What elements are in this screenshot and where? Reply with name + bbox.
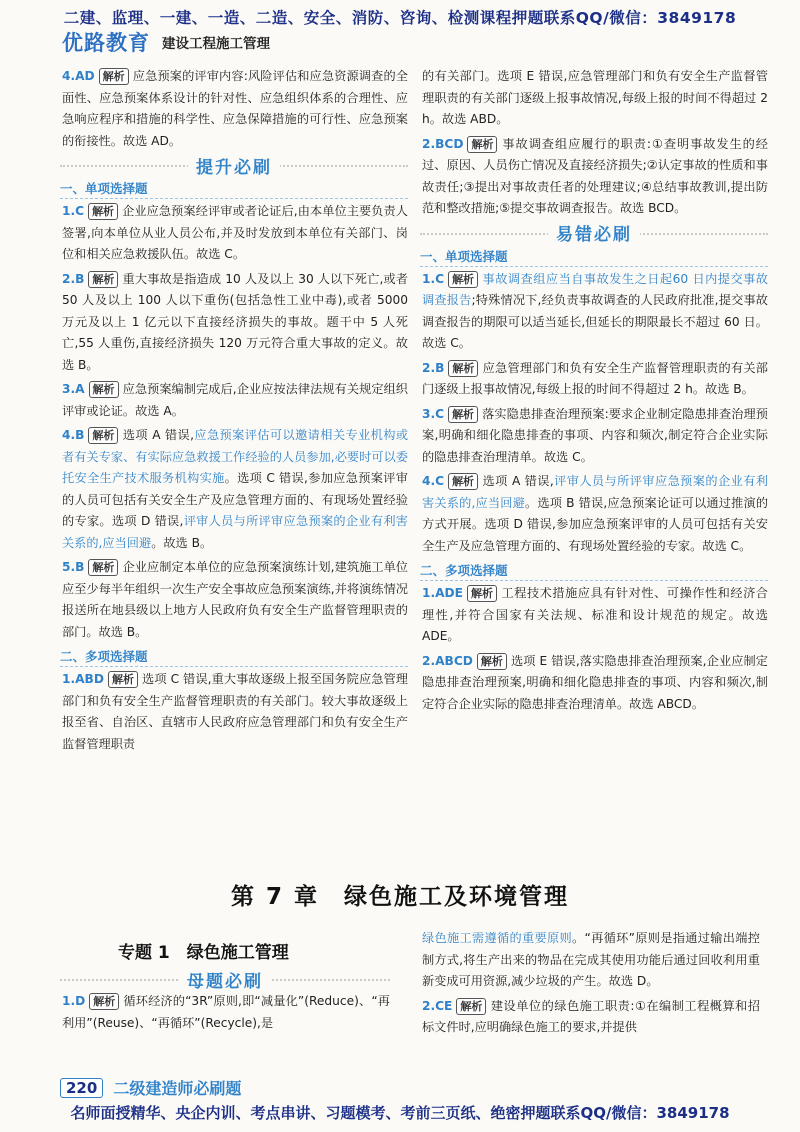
analysis-tag: 解析 <box>456 998 486 1015</box>
analysis-tag: 解析 <box>448 360 478 377</box>
answer-text: 。“再循环”原则是指通过输出端控制方式,将生产出来的物品在完成其使用功能后通过回收利用重新变成可用资源,减少垃圾的产生。故选 D。 <box>422 931 760 988</box>
book-title: 建设工程施工管理 <box>162 36 270 52</box>
answer-text: 重大事故是指造成 10 人及以上 30 人以下死亡,或者 50 人及以上 100 人以下重伤(包括急性工业中毒),或者 5000 万元及以上 1 亿元以下直接经济损失的事故。题干中 5 人死亡,55 人重伤,直接经济损失 120 万元符合重大事故的定义。故选 B。 <box>62 271 408 372</box>
answer-text: 企业应急预案经评审或者论证后,由本单位主要负责人签署,向本单位从业人员公布,并及时发放到本单位有关部门、岗位和相关应急救援队伍。故选 C。 <box>62 204 408 261</box>
page-footer <box>60 1076 241 1099</box>
answer-item <box>60 991 390 1034</box>
analysis-tag: 解析 <box>467 585 497 602</box>
answer-key: 1.C <box>62 204 85 218</box>
answer-item <box>420 583 768 648</box>
answer-item <box>420 269 768 355</box>
answer-text: 。选项 B 错误,应急预案论证可以通过推演的方式开展。选项 D 错误,参加应急预案评审的人员可包括有关安全生产及应急管理方面的、有现场处置经验的专家。故选 C。 <box>422 495 769 553</box>
section-title: 母题必刷 <box>179 967 271 992</box>
answer-item <box>60 669 408 755</box>
answer-key: 1.ADE <box>422 586 463 600</box>
question-type: 一、单项选择题 <box>60 179 408 199</box>
answer-item <box>420 404 768 469</box>
answer-key: 2.CE <box>422 998 453 1013</box>
answer-text: 落实隐患排查治理预案:要求企业制定隐患排查治理预案,明确和细化隐患排查的事项、内容和频次,制定符合企业实际的隐患排查治理清单。故选 C。 <box>422 406 768 464</box>
analysis-tag: 解析 <box>88 427 118 444</box>
page-number: 220 <box>60 1078 103 1098</box>
answer-key: 4.C <box>422 474 445 488</box>
answer-key: 2.B <box>62 271 85 286</box>
bottom-banner: 名师面授精华、央企内训、考点串讲、习题模考、考前三页纸、绝密押题联系QQ/微信：3849178 <box>70 1104 730 1122</box>
analysis-tag: 解析 <box>89 993 119 1010</box>
analysis-tag: 解析 <box>99 68 129 85</box>
answer-item <box>420 358 768 401</box>
answer-text: 应急管理部门和负有安全生产监督管理职责的有关部门逐级上报事故情况,每级上报的时间不得超过 2 h。故选 B。 <box>422 360 768 396</box>
answer-key: 3.C <box>422 406 445 421</box>
answer-key: 1.D <box>62 994 86 1008</box>
answer-key: 2.ABCD <box>422 653 473 668</box>
answer-item <box>60 269 408 377</box>
answer-key: 1.ABD <box>62 672 104 686</box>
answer-item <box>60 379 408 422</box>
answer-key: 4.AD <box>62 69 95 83</box>
answer-item <box>420 134 768 220</box>
highlight-text: 事故调查组应当自事故发生之日起60 日内提交事故调查报告 <box>422 271 768 307</box>
answer-key: 1.C <box>422 271 445 286</box>
analysis-tag: 解析 <box>448 271 478 288</box>
answer-text: 建设单位的绿色施工职责:①在编制工程概算和招标文件时,应明确绿色施工的要求,并提供 <box>422 998 760 1034</box>
highlight-text: 应急预案评估可以邀请相关专业机构或者有关专家、有实际应急救援工作经验的人员参加,必要时可以委托安全生产技术服务机构实施 <box>62 428 409 485</box>
analysis-tag: 解析 <box>88 559 118 576</box>
answer-item <box>60 557 408 643</box>
answer-text: 选项 A 错误, <box>482 474 554 488</box>
answer-item <box>60 425 408 554</box>
analysis-tag: 解析 <box>89 381 119 398</box>
question-type: 一、单项选择题 <box>420 247 768 267</box>
answer-text: 选项 C 错误,重大事故逐级上报至国务院应急管理部门和负有安全生产监督管理职责的有关部门。较大事故逐级上报至省、自治区、直辖市人民政府应急管理部门和负有安全生产监督管理职责 <box>62 672 408 751</box>
answer-text: 工程技术措施应具有针对性、可操作性和经济合理性,并符合国家有关法规、标准和设计规范的规定。故选 ADE。 <box>422 586 768 643</box>
section-header <box>420 223 768 243</box>
series-title: 二级建造师必刷题 <box>113 1079 242 1098</box>
answer-item <box>420 471 768 557</box>
answer-key: 5.B <box>62 560 85 574</box>
answer-item <box>60 66 408 152</box>
analysis-tag: 解析 <box>88 271 118 288</box>
answer-text: 事故调查组应履行的职责:①查明事故发生的经过、原因、人员伤亡情况及直接经济损失;②认定事故的性质和事故责任;③提出对事故责任者的处理建议;④总结事故教训,提出防范和整改措施;⑤提交事故调查报告。故选 BCD。 <box>422 136 768 215</box>
bottom-right-column <box>420 928 760 1042</box>
answer-item <box>420 66 768 131</box>
section-header <box>60 155 408 178</box>
analysis-tag: 解析 <box>477 653 507 670</box>
bottom-left-column <box>60 966 390 1037</box>
analysis-tag: 解析 <box>448 473 478 490</box>
answer-key: 3.A <box>62 382 85 396</box>
answer-text: 选项 A 错误, <box>122 428 194 442</box>
answer-text: 选项 E 错误,落实隐患排查治理预案,企业应制定隐患排查治理预案,明确和细化隐患排查的事项、内容和频次,制定符合企业实际的隐患排查治理清单。故选 ABCD。 <box>422 653 768 711</box>
question-type: 二、多项选择题 <box>420 561 768 581</box>
analysis-tag: 解析 <box>467 136 497 153</box>
analysis-tag: 解析 <box>108 671 138 688</box>
answer-item <box>420 651 768 716</box>
answer-text: 的有关部门。选项 E 错误,应急管理部门和负有安全生产监督管理职责的有关部门逐级上报事故情况,每级上报的时间不得超过 2 h。故选 ABD。 <box>422 69 768 126</box>
right-column <box>420 66 768 718</box>
chapter-title: 第 7 章 绿色施工及环境管理 <box>230 884 570 910</box>
answer-text: 企业应制定本单位的应急预案演练计划,建筑施工单位应至少每半年组织一次生产安全事故应急预案演练,并将演练情况报送所在地县级以上地方人民政府负有安全生产监督管理职责的部门。故选 B。 <box>62 560 408 639</box>
answer-text: ;特殊情况下,经负责事故调查的人民政府批准,提交事故调查报告的期限可以适当延长,但延长的期限最长不超过 60 日。故选 C。 <box>422 293 768 350</box>
answer-item <box>60 201 408 266</box>
section-header <box>60 969 390 992</box>
header-brand <box>62 27 270 57</box>
answer-key: 2.B <box>422 360 445 375</box>
left-column <box>60 66 408 758</box>
section-title: 提升必刷 <box>188 153 280 178</box>
topic-title: 专题 1 绿色施工管理 <box>118 943 289 963</box>
analysis-tag: 解析 <box>88 203 118 220</box>
answer-key: 4.B <box>62 428 85 442</box>
answer-key: 2.BCD <box>422 136 464 151</box>
analysis-tag: 解析 <box>448 406 478 423</box>
answer-text: 应急预案的评审内容:风险评估和应急资源调查的全面性、应急预案体系设计的针对性、应急组织体系的合理性、应急响应程序和措施的科学性、应急保障措施的可行性、应急预案的衔接性。故选 AD。 <box>62 69 408 148</box>
section-title: 易错必刷 <box>548 220 640 245</box>
answer-text: 应急预案编制完成后,企业应按法律法规有关规定组织评审或论证。故选 A。 <box>62 382 408 418</box>
answer-text: 循环经济的“3R”原则,即“减量化”(Reduce)、“再利用”(Reuse)、“再循环”(Recycle),是 <box>62 994 390 1030</box>
highlight-text: 评审人员与所评审应急预案的企业有利害关系的,应当回避 <box>62 514 408 550</box>
answer-item <box>420 996 760 1039</box>
brand-logo: 优路教育 <box>62 31 150 55</box>
answer-text: 。故选 B。 <box>151 535 213 550</box>
highlight-text: 绿色施工需遵循的重要原则 <box>422 931 573 945</box>
top-banner: 二建、监理、一建、一造、二造、安全、消防、咨询、检测课程押题联系QQ/微信：3849178 <box>63 9 737 27</box>
question-type: 二、多项选择题 <box>60 647 408 667</box>
answer-item <box>420 928 760 993</box>
answer-text: 。选项 C 错误,参加应急预案评审的人员可包括有关安全生产及应急管理方面的、有现场处置经验的专家。选项 D 错误, <box>62 471 408 528</box>
highlight-text: 评审人员与所评审应急预案的企业有利害关系的,应当回避 <box>422 474 768 510</box>
